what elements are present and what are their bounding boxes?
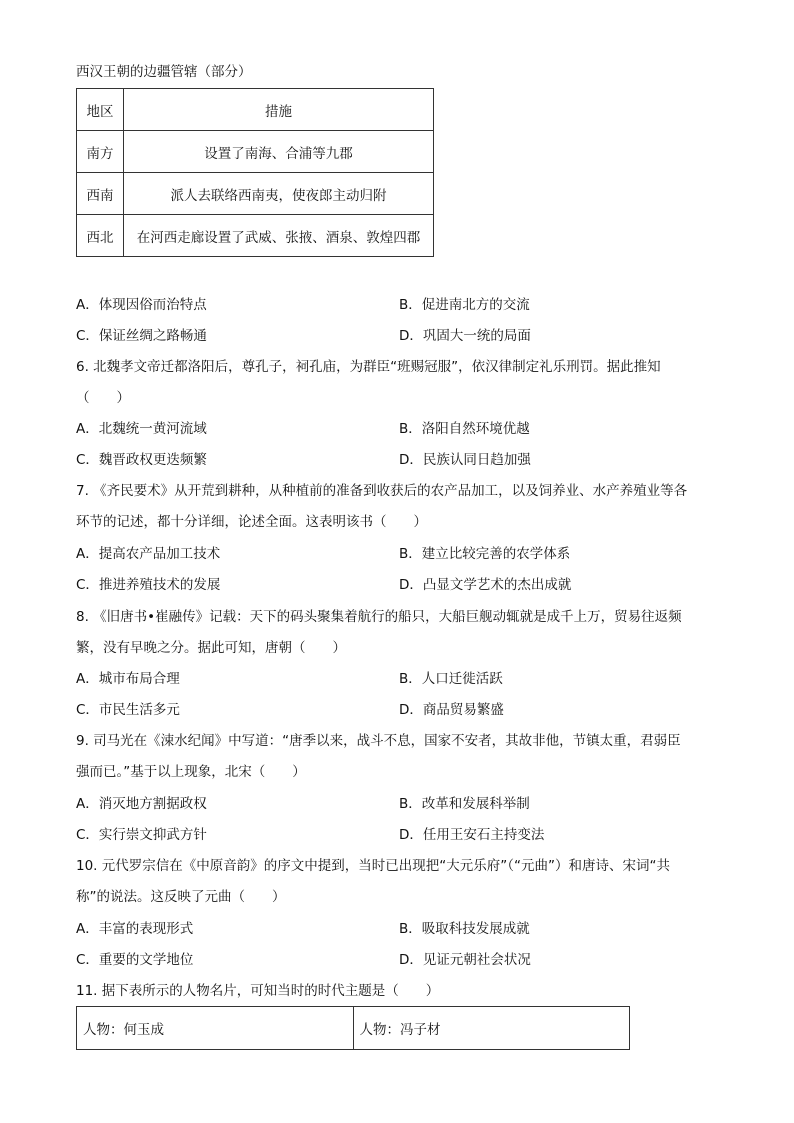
q5-option-a[interactable]: A．体现因俗而治特点	[76, 297, 207, 313]
q8-option-c[interactable]: C．市民生活多元	[76, 702, 180, 718]
q9-stem-line-1: 9. 司马光在《涑水纪闻》中写道：“唐季以来，战斗不息，国家不安者，其故非他，节镇太重，君弱臣	[76, 733, 681, 749]
q6-option-d[interactable]: D．民族认同日趋加强	[399, 452, 531, 468]
frontier-table	[76, 88, 434, 257]
q8-option-a[interactable]: A．城市布局合理	[76, 671, 180, 687]
q9-option-a[interactable]: A．消灭地方割据政权	[76, 796, 207, 812]
q7-option-a[interactable]: A．提高农产品加工技术	[76, 546, 221, 562]
header-region: 地区	[77, 89, 124, 131]
table-row	[77, 131, 434, 173]
table-caption: 西汉王朝的边疆管辖（部分）	[76, 64, 252, 80]
q5-option-c[interactable]: C．保证丝绸之路畅通	[76, 328, 207, 344]
table-row	[77, 1007, 630, 1050]
q8-stem-line-1: 8. 《旧唐书•崔融传》记载：天下的码头聚集着航行的船只，大船巨舰动辄就是成千上万，贸易往返频	[76, 609, 682, 625]
q9-option-d[interactable]: D．任用王安石主持变法	[399, 827, 545, 843]
header-measure: 措施	[124, 89, 434, 131]
cell-measure: 设置了南海、合浦等九郡	[124, 131, 434, 173]
q6-option-a[interactable]: A．北魏统一黄河流域	[76, 421, 207, 437]
q9-option-c[interactable]: C．实行崇文抑武方针	[76, 827, 207, 843]
q8-option-d[interactable]: D．商品贸易繁盛	[399, 702, 504, 718]
q7-stem-line-1: 7. 《齐民要术》从开荒到耕种，从种植前的准备到收获后的农产品加工，以及饲养业、水产养殖业等各	[76, 483, 688, 499]
q10-option-a[interactable]: A．丰富的表现形式	[76, 921, 194, 937]
q6-stem-line-1: 6. 北魏孝文帝迁都洛阳后，尊孔子，祠孔庙，为群臣“班赐冠服”，依汉律制定礼乐刑罚。据此推知	[76, 359, 661, 375]
q6-option-b[interactable]: B．洛阳自然环境优越	[399, 421, 530, 437]
cell-region: 西南	[77, 173, 124, 215]
table-row	[77, 215, 434, 257]
q7-option-d[interactable]: D．凸显文学艺术的杰出成就	[399, 577, 572, 593]
q10-option-c[interactable]: C．重要的文学地位	[76, 952, 194, 968]
cell-region: 南方	[77, 131, 124, 173]
cell-measure: 在河西走廊设置了武威、张掖、酒泉、敦煌四郡	[124, 215, 434, 257]
figure-card-he-yucheng: 人物：何玉成	[77, 1007, 354, 1050]
figure-card-feng-zicai: 人物：冯子材	[353, 1007, 630, 1050]
q8-option-b[interactable]: B．人口迁徙活跃	[399, 671, 503, 687]
table-row	[77, 173, 434, 215]
q6-option-c[interactable]: C．魏晋政权更迭频繁	[76, 452, 207, 468]
q10-stem-line-2: 称”的说法。这反映了元曲（ ）	[76, 889, 286, 905]
q9-option-b[interactable]: B．改革和发展科举制	[399, 796, 530, 812]
q9-stem-line-2: 强而已。”基于以上现象，北宋（ ）	[76, 764, 306, 780]
figure-cards-table	[76, 1006, 630, 1050]
q7-option-c[interactable]: C．推进养殖技术的发展	[76, 577, 221, 593]
q5-option-b[interactable]: B．促进南北方的交流	[399, 297, 530, 313]
q10-option-d[interactable]: D．见证元朝社会状况	[399, 952, 531, 968]
q6-stem-line-2: （ ）	[76, 390, 130, 406]
cell-region: 西北	[77, 215, 124, 257]
q7-stem-line-2: 环节的记述，都十分详细，论述全面。这表明该书（ ）	[76, 514, 427, 530]
q7-option-b[interactable]: B．建立比较完善的农学体系	[399, 546, 571, 562]
q11-stem-line-1: 11. 据下表所示的人物名片，可知当时的时代主题是（ ）	[76, 983, 440, 999]
q10-stem-line-1: 10. 元代罗宗信在《中原音韵》的序文中提到，当时已出现把“大元乐府”（“元曲”）和唐诗、宋词“共	[76, 858, 670, 874]
cell-measure: 派人去联络西南夷，使夜郎主动归附	[124, 173, 434, 215]
q8-stem-line-2: 繁，没有早晚之分。据此可知，唐朝（ ）	[76, 640, 346, 656]
table-header-row	[77, 89, 434, 131]
q5-option-d[interactable]: D．巩固大一统的局面	[399, 328, 531, 344]
q10-option-b[interactable]: B．吸取科技发展成就	[399, 921, 530, 937]
